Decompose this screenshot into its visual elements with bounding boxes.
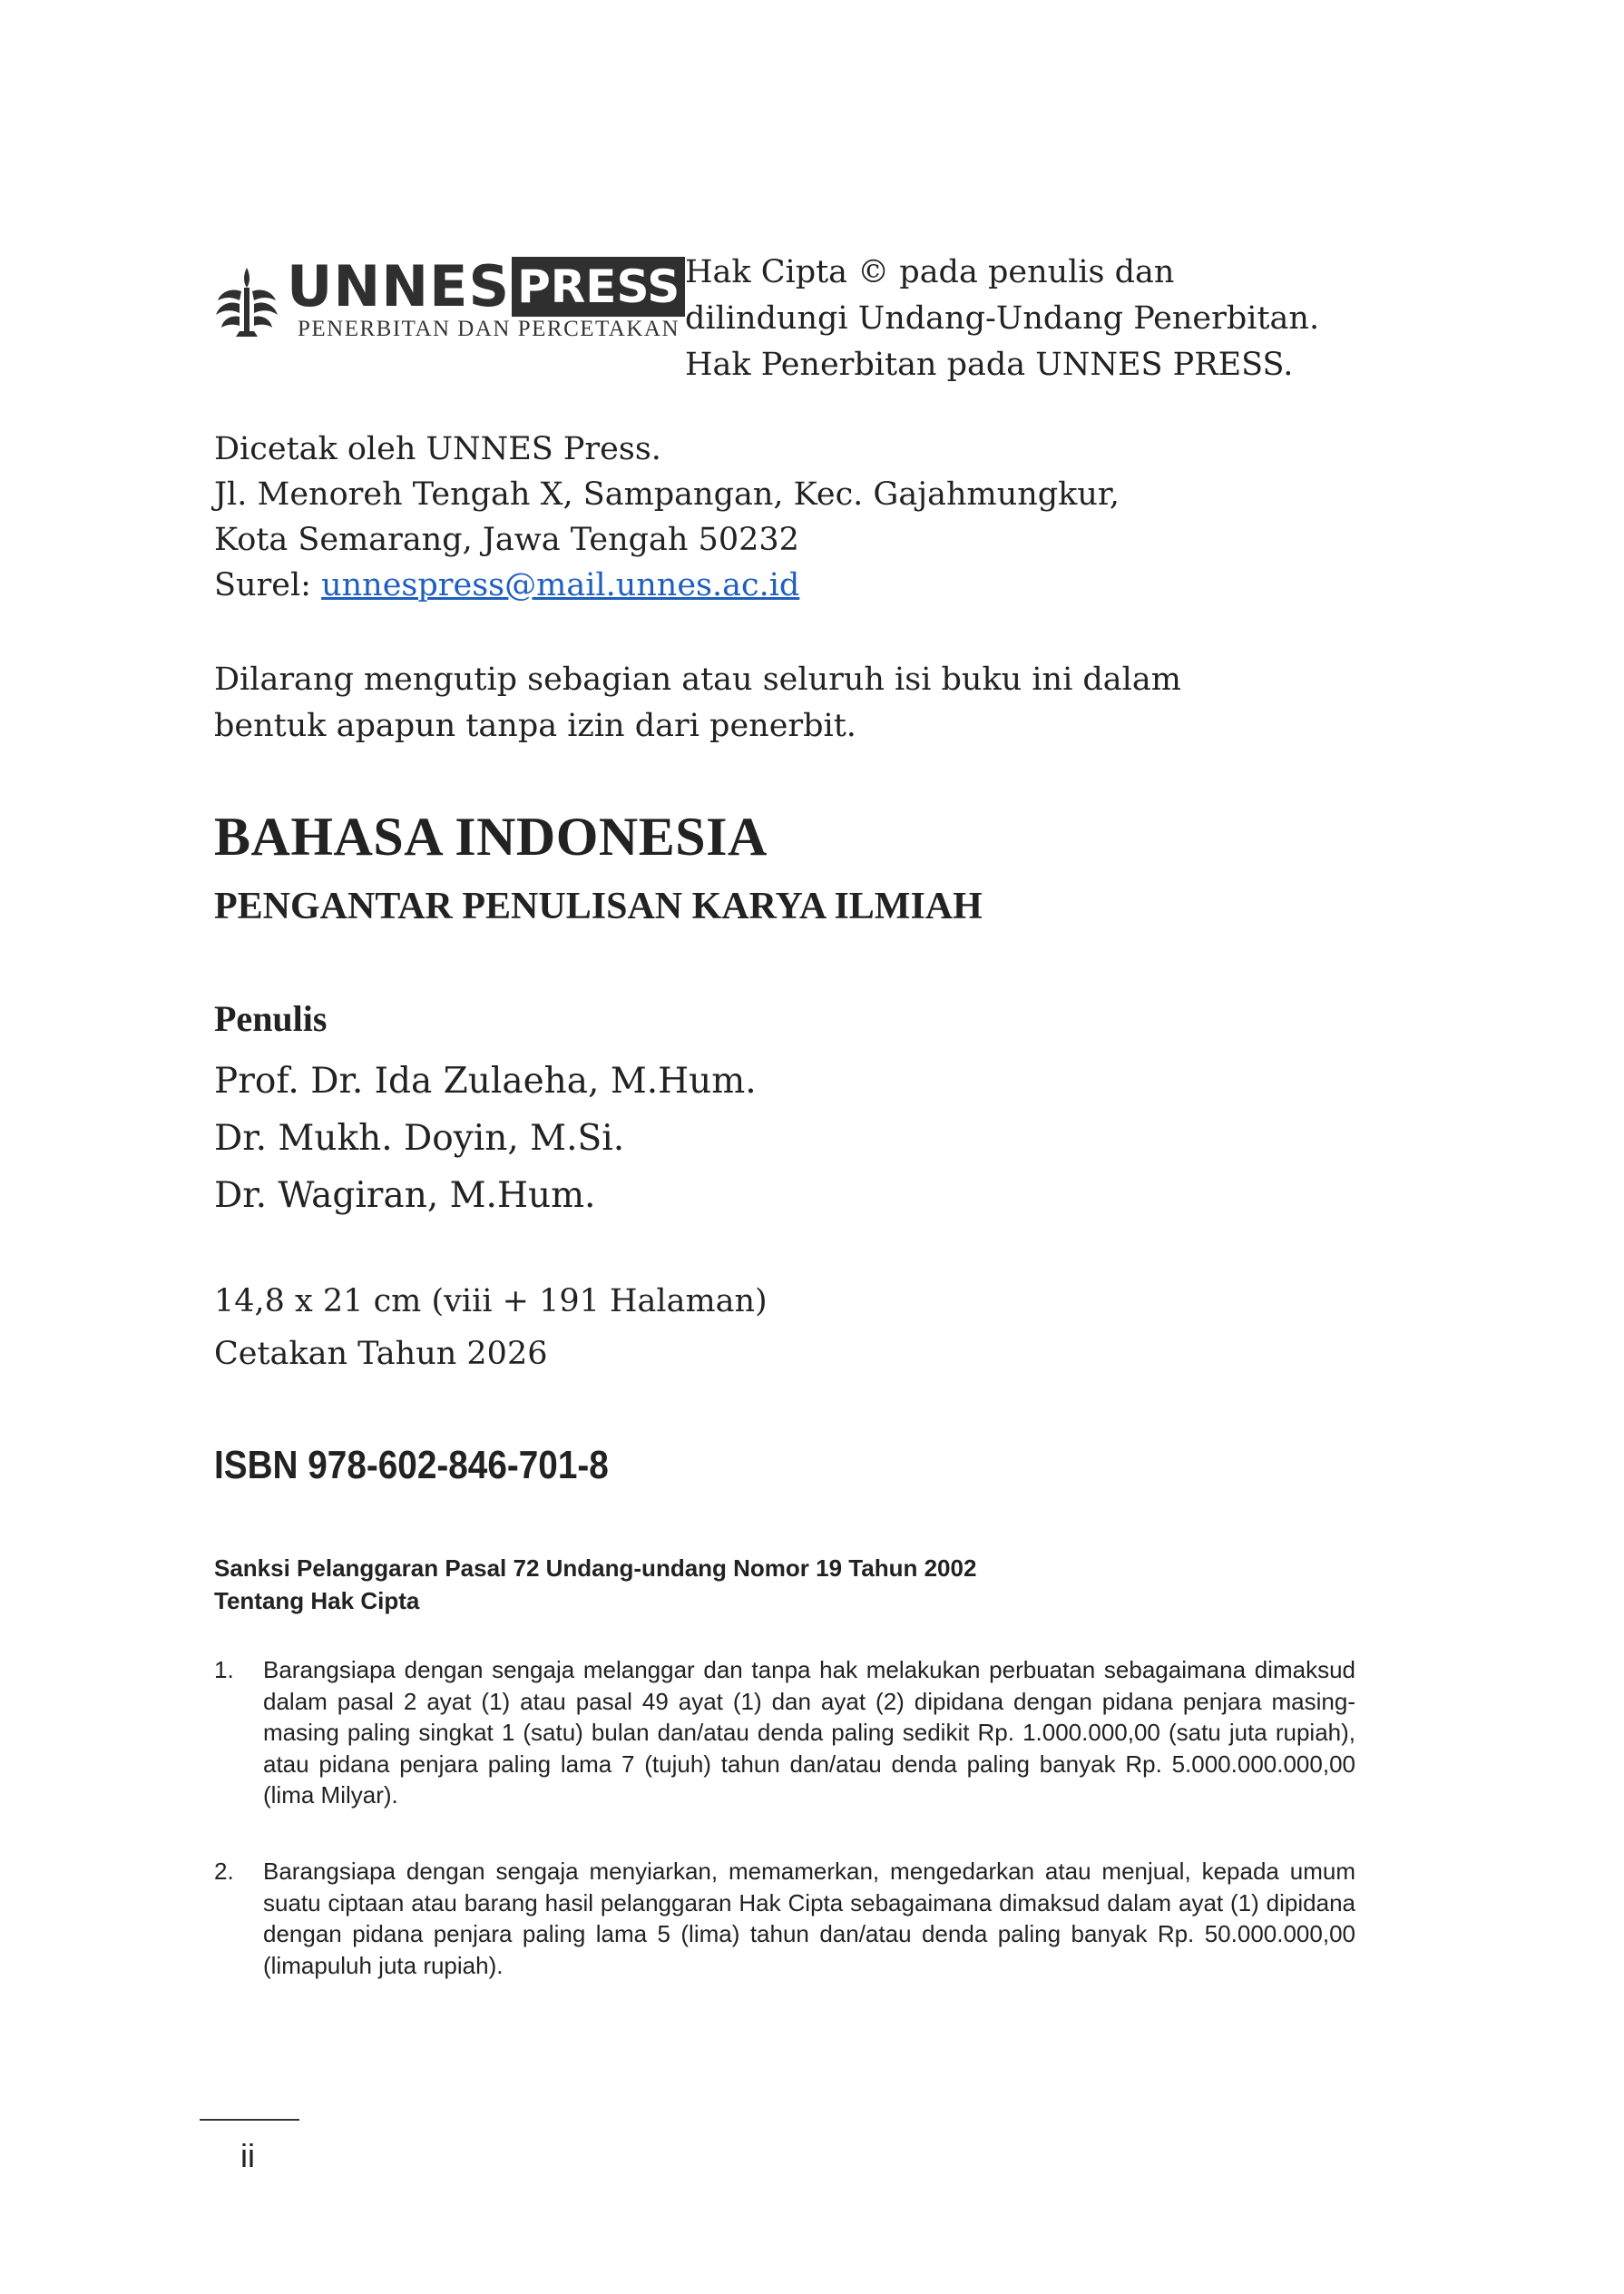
sanction-number: 2. bbox=[214, 1858, 234, 1885]
address-line: Jl. Menoreh Tengah X, Sampangan, Kec. Gajahmungkur, bbox=[214, 476, 1120, 513]
address-line: Kota Semarang, Jawa Tengah 50232 bbox=[214, 522, 799, 558]
author-name: Dr. Wagiran, M.Hum. bbox=[214, 1175, 596, 1216]
email-link[interactable]: unnespress@mail.unnes.ac.id bbox=[321, 567, 800, 603]
sanction-item bbox=[214, 1654, 1355, 1811]
sanctions-title-line: Tentang Hak Cipta bbox=[214, 1587, 420, 1614]
sanction-text: Barangsiapa dengan sengaja menyiarkan, memamerkan, mengedarkan atau menjual, kepada umum suatu ciptaan atau barang hasil pelanggaran Hak Cipta sebagaimana dimaksud dalam ayat (1) dipidana dengan pidana penjara paling lama 5 (lima) tahun dan/atau denda paling banyak Rp. 50.000.000,00 (limapuluh juta rupiah). bbox=[263, 1858, 1355, 1979]
prohibition-line: bentuk apapun tanpa izin dari penerbit. bbox=[214, 708, 856, 744]
sanction-number: 1. bbox=[214, 1656, 234, 1683]
brand-tagline: PENERBITAN DAN PERCETAKAN bbox=[298, 317, 680, 341]
copyright-notice bbox=[685, 250, 1319, 388]
brand-main: UNNES bbox=[287, 253, 511, 319]
unnes-emblem-icon bbox=[214, 264, 279, 340]
brand-wordmark bbox=[287, 253, 685, 319]
sanctions-title-line: Sanksi Pelanggaran Pasal 72 Undang-undang Nomor 19 Tahun 2002 bbox=[214, 1554, 977, 1582]
printer-line: Dicetak oleh UNNES Press. bbox=[214, 431, 661, 467]
book-subtitle: PENGANTAR PENULISAN KARYA ILMIAH bbox=[214, 886, 983, 927]
publisher-logo bbox=[214, 253, 680, 348]
prohibition-notice bbox=[214, 657, 1181, 750]
isbn: ISBN 978-602-846-701-8 bbox=[214, 1443, 609, 1487]
authors-list bbox=[214, 1053, 757, 1224]
footer-rule bbox=[200, 2119, 299, 2121]
copyright-line: Hak Cipta © pada penulis dan bbox=[685, 254, 1175, 290]
sanction-item bbox=[214, 1856, 1355, 1981]
email-label: Surel: bbox=[214, 567, 322, 603]
sanctions-title bbox=[214, 1552, 976, 1617]
printing-year: Cetakan Tahun 2026 bbox=[214, 1336, 548, 1372]
authors-heading: Penulis bbox=[214, 998, 328, 1039]
email-line bbox=[214, 563, 1120, 608]
brand-box: PRESS bbox=[512, 257, 685, 317]
copyright-line: dilindungi Undang-Undang Penerbitan. bbox=[685, 300, 1320, 337]
book-size: 14,8 x 21 cm (viii + 191 Halaman) bbox=[214, 1283, 768, 1319]
sanction-text: Barangsiapa dengan sengaja melanggar dan tanpa hak melakukan perbuatan sebagaimana dimaksud dalam pasal 2 ayat (1) atau pasal 49 ayat (1) dan ayat (2) dipidana dengan pidana penjara masing-masing paling singkat 1 (satu) bulan dan/atau denda paling sedikit Rp. 1.000.000,00 (satu juta rupiah), atau pidana penjara paling lama 7 (tujuh) tahun dan/atau denda paling banyak Rp. 5.000.000.000,00 (lima Milyar). bbox=[263, 1656, 1355, 1809]
book-title: BAHASA INDONESIA bbox=[214, 807, 768, 867]
page-number: ii bbox=[240, 2137, 255, 2174]
author-name: Prof. Dr. Ida Zulaeha, M.Hum. bbox=[214, 1061, 757, 1102]
printer-info bbox=[214, 426, 1120, 608]
publication-info bbox=[214, 1275, 768, 1380]
copyright-line: Hak Penerbitan pada UNNES PRESS. bbox=[685, 347, 1294, 383]
prohibition-line: Dilarang mengutip sebagian atau seluruh isi buku ini dalam bbox=[214, 662, 1181, 698]
author-name: Dr. Mukh. Doyin, M.Si. bbox=[214, 1118, 625, 1159]
